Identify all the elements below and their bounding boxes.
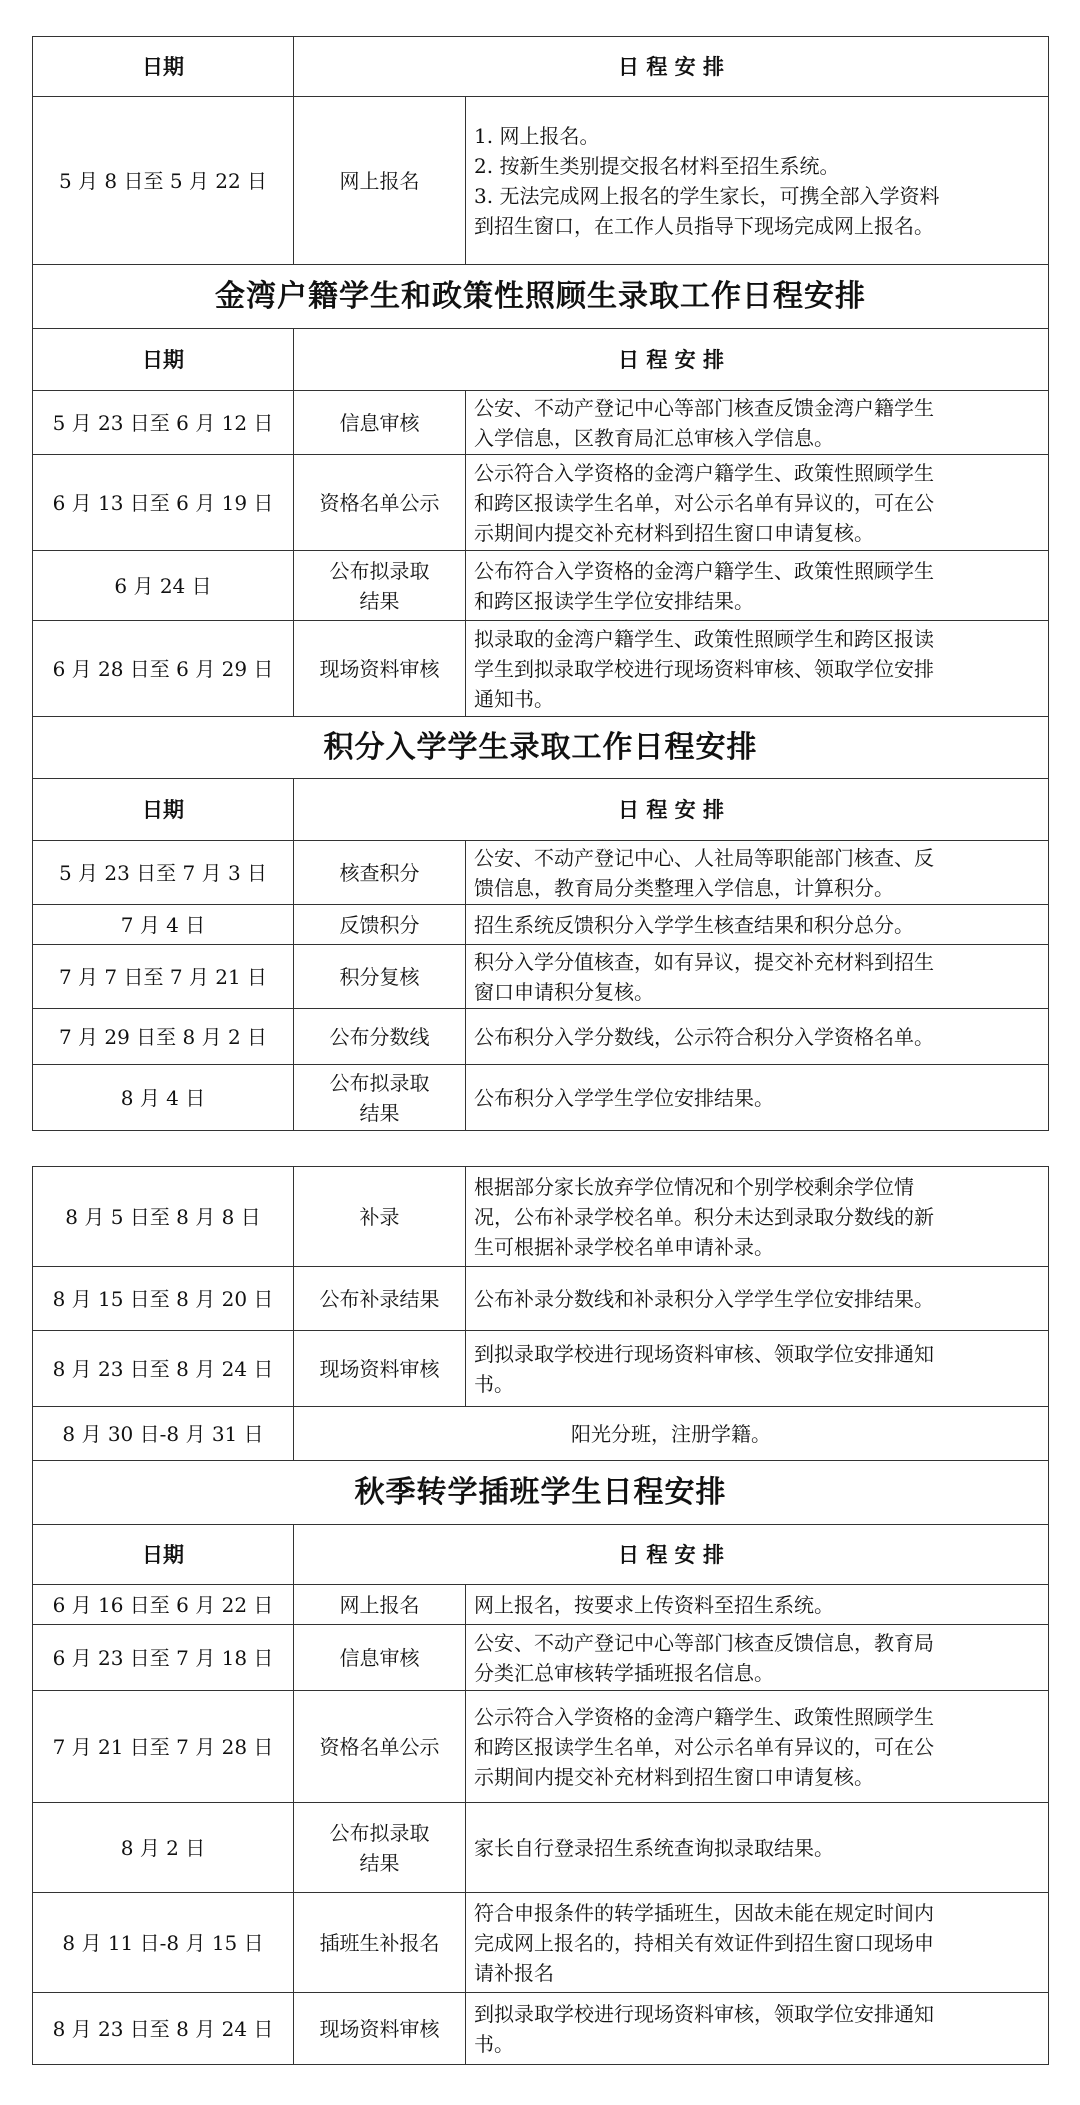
row-desc [466,1625,1049,1691]
table-row [33,1065,1049,1131]
row-desc-line: 公安、不动产登记中心、人社局等职能部门核查、反 [474,845,934,870]
row-item [294,455,466,551]
row-desc-line: 馈信息，教育局分类整理入学信息，计算积分。 [474,875,894,900]
row-item-line: 网上报名 [339,168,420,193]
row-desc-line: 到拟录取学校进行现场资料审核、领取学位安排通知 [474,1341,934,1366]
row-desc-line: 况，公布补录学校名单。积分未达到录取分数线的新 [474,1204,934,1229]
row-item [294,1167,466,1267]
row-item-line: 积分复核 [339,964,420,989]
row-desc-line: 2. 按新生类别提交报名材料至招生系统。 [474,153,840,178]
row-item [294,551,466,621]
row-date: 6 月 28 日至 6 月 29 日 [33,621,294,717]
row-date: 8 月 11 日-8 月 15 日 [33,1893,294,1993]
row-item-line: 公布分数线 [329,1024,430,1049]
schedule-table-a [32,36,1049,1131]
row-desc-line: 根据部分家长放弃学位情况和个别学校剩余学位情 [474,1174,914,1199]
row-desc [466,1691,1049,1803]
section-title: 秋季转学插班学生日程安排 [33,1461,1049,1525]
header-date: 日期 [33,329,294,391]
header-date: 日期 [33,37,294,97]
row-desc-line: 和跨区报读学生名单，对公示名单有异议的，可在公 [474,490,934,515]
row-desc-line: 符合申报条件的转学插班生，因故未能在规定时间内 [474,1900,934,1925]
row-item [294,905,466,945]
table-row [33,1407,1049,1461]
row-desc-line: 分类汇总审核转学插班报名信息。 [474,1660,774,1685]
row-desc [466,1167,1049,1267]
row-desc [466,1331,1049,1407]
row-date: 7 月 29 日至 8 月 2 日 [33,1009,294,1065]
row-desc-line: 公布补录分数线和补录积分入学学生学位安排结果。 [474,1286,934,1311]
row-desc-line: 窗口申请积分复核。 [474,979,654,1004]
row-item [294,621,466,717]
row-date: 8 月 30 日-8 月 31 日 [33,1407,294,1461]
row-desc-line: 到拟录取学校进行现场资料审核，领取学位安排通知 [474,2001,934,2026]
row-desc-line: 示期间内提交补充材料到招生窗口申请复核。 [474,1764,874,1789]
row-desc-line: 3. 无法完成网上报名的学生家长，可携全部入学资料 [474,183,940,208]
section-title: 积分入学学生录取工作日程安排 [33,717,1049,779]
row-desc-line: 书。 [474,2031,514,2056]
row-desc-line: 公安、不动产登记中心等部门核查反馈信息，教育局 [474,1630,934,1655]
row-desc [466,841,1049,905]
row-item [294,1993,466,2065]
table-row [33,1691,1049,1803]
row-desc-line: 书。 [474,1371,514,1396]
row-desc-line: 公示符合入学资格的金湾户籍学生、政策性照顾学生 [474,460,934,485]
row-item-line: 现场资料审核 [319,1356,440,1381]
row-item [294,391,466,455]
row-date: 7 月 7 日至 7 月 21 日 [33,945,294,1009]
row-item [294,1331,466,1407]
row-desc-line: 积分入学分值核查，如有异议，提交补充材料到招生 [474,949,934,974]
row-item [294,1803,466,1893]
header-schedule: 日 程 安 排 [294,1525,1049,1585]
row-date: 8 月 15 日至 8 月 20 日 [33,1267,294,1331]
row-item-line: 公布拟录取 [329,1070,430,1095]
row-desc-line: 公示符合入学资格的金湾户籍学生、政策性照顾学生 [474,1704,934,1729]
header-row [33,37,1049,97]
row-item-line: 公布拟录取 [329,1820,430,1845]
row-date: 7 月 21 日至 7 月 28 日 [33,1691,294,1803]
table-row [33,1625,1049,1691]
row-date: 5 月 23 日至 6 月 12 日 [33,391,294,455]
row-desc-line: 1. 网上报名。 [474,123,600,148]
row-item [294,1009,466,1065]
row-desc-line: 生可根据补录学校名单申请补录。 [474,1234,774,1259]
row-item [294,97,466,265]
table-row [33,905,1049,945]
table-row [33,945,1049,1009]
table-row [33,97,1049,265]
row-desc-line: 请补报名 [474,1960,554,1985]
row-date: 8 月 23 日至 8 月 24 日 [33,1331,294,1407]
row-item-line: 结果 [359,1850,400,1875]
table-row [33,621,1049,717]
table-row [33,1993,1049,2065]
row-merged-text: 阳光分班，注册学籍。 [294,1407,1049,1461]
row-desc-line: 招生系统反馈积分入学学生核查结果和积分总分。 [474,912,914,937]
row-date: 7 月 4 日 [33,905,294,945]
row-desc-line: 和跨区报读学生名单，对公示名单有异议的，可在公 [474,1734,934,1759]
row-item [294,1585,466,1625]
row-desc [466,1065,1049,1131]
header-row [33,779,1049,841]
row-item-line: 信息审核 [339,410,420,435]
section-title-row [33,1461,1049,1525]
header-schedule: 日 程 安 排 [294,779,1049,841]
row-desc [466,1009,1049,1065]
row-desc-line: 通知书。 [474,686,554,711]
table-row [33,551,1049,621]
row-item-line: 网上报名 [339,1592,420,1617]
row-desc [466,621,1049,717]
row-desc [466,1803,1049,1893]
header-row [33,329,1049,391]
row-desc [466,391,1049,455]
row-desc [466,97,1049,265]
row-item-line: 插班生补报名 [319,1930,440,1955]
row-date: 5 月 8 日至 5 月 22 日 [33,97,294,265]
row-date: 6 月 24 日 [33,551,294,621]
row-desc-line: 家长自行登录招生系统查询拟录取结果。 [474,1835,834,1860]
row-item [294,1893,466,1993]
row-date: 8 月 5 日至 8 月 8 日 [33,1167,294,1267]
row-item [294,1625,466,1691]
section-title-row [33,265,1049,329]
row-desc [466,551,1049,621]
header-schedule: 日 程 安 排 [294,37,1049,97]
row-item [294,1691,466,1803]
row-desc [466,1893,1049,1993]
row-item-line: 信息审核 [339,1645,420,1670]
row-item-line: 现场资料审核 [319,656,440,681]
row-item [294,841,466,905]
row-desc-line: 示期间内提交补充材料到招生窗口申请复核。 [474,520,874,545]
row-item-line: 结果 [359,1100,400,1125]
table-row [33,1893,1049,1993]
row-date: 8 月 4 日 [33,1065,294,1131]
row-date: 8 月 23 日至 8 月 24 日 [33,1993,294,2065]
row-date: 5 月 23 日至 7 月 3 日 [33,841,294,905]
table-row [33,1009,1049,1065]
table-row [33,1167,1049,1267]
row-desc-line: 和跨区报读学生学位安排结果。 [474,588,754,613]
header-date: 日期 [33,1525,294,1585]
row-desc-line: 公安、不动产登记中心等部门核查反馈金湾户籍学生 [474,395,934,420]
row-desc [466,455,1049,551]
row-desc-line: 公布积分入学学生学位安排结果。 [474,1085,774,1110]
row-date: 6 月 13 日至 6 月 19 日 [33,455,294,551]
row-item [294,1065,466,1131]
row-item-line: 公布补录结果 [319,1286,440,1311]
row-date: 6 月 16 日至 6 月 22 日 [33,1585,294,1625]
section-title: 金湾户籍学生和政策性照顾生录取工作日程安排 [33,265,1049,329]
table-row [33,455,1049,551]
table-row [33,841,1049,905]
header-date: 日期 [33,779,294,841]
row-item-line: 资格名单公示 [319,490,440,515]
header-schedule: 日 程 安 排 [294,329,1049,391]
table-row [33,391,1049,455]
row-item-line: 核查积分 [339,860,420,885]
row-desc-line: 拟录取的金湾户籍学生、政策性照顾学生和跨区报读 [474,626,934,651]
table-row [33,1803,1049,1893]
row-desc-line: 完成网上报名的，持相关有效证件到招生窗口现场申 [474,1930,934,1955]
row-item-line: 公布拟录取 [329,558,430,583]
row-item-line: 反馈积分 [339,912,420,937]
schedule-table-b [32,1166,1049,2065]
row-item-line: 结果 [359,588,400,613]
row-desc-line: 学生到拟录取学校进行现场资料审核、领取学位安排 [474,656,934,681]
row-desc [466,1267,1049,1331]
row-item-line: 现场资料审核 [319,2016,440,2041]
row-item-line: 资格名单公示 [319,1734,440,1759]
table-row [33,1331,1049,1407]
row-desc-line: 到招生窗口，在工作人员指导下现场完成网上报名。 [474,213,934,238]
row-desc [466,945,1049,1009]
row-item [294,1267,466,1331]
row-item-line: 补录 [359,1204,400,1229]
row-desc-line: 公布符合入学资格的金湾户籍学生、政策性照顾学生 [474,558,934,583]
header-row [33,1525,1049,1585]
row-desc-line: 入学信息，区教育局汇总审核入学信息。 [474,425,834,450]
row-date: 6 月 23 日至 7 月 18 日 [33,1625,294,1691]
row-item [294,945,466,1009]
table-row [33,1267,1049,1331]
row-desc-line: 公布积分入学分数线，公示符合积分入学资格名单。 [474,1024,934,1049]
row-desc [466,1585,1049,1625]
row-date: 8 月 2 日 [33,1803,294,1893]
row-desc [466,1993,1049,2065]
section-title-row [33,717,1049,779]
row-desc-line: 网上报名，按要求上传资料至招生系统。 [474,1592,834,1617]
row-desc [466,905,1049,945]
table-row [33,1585,1049,1625]
